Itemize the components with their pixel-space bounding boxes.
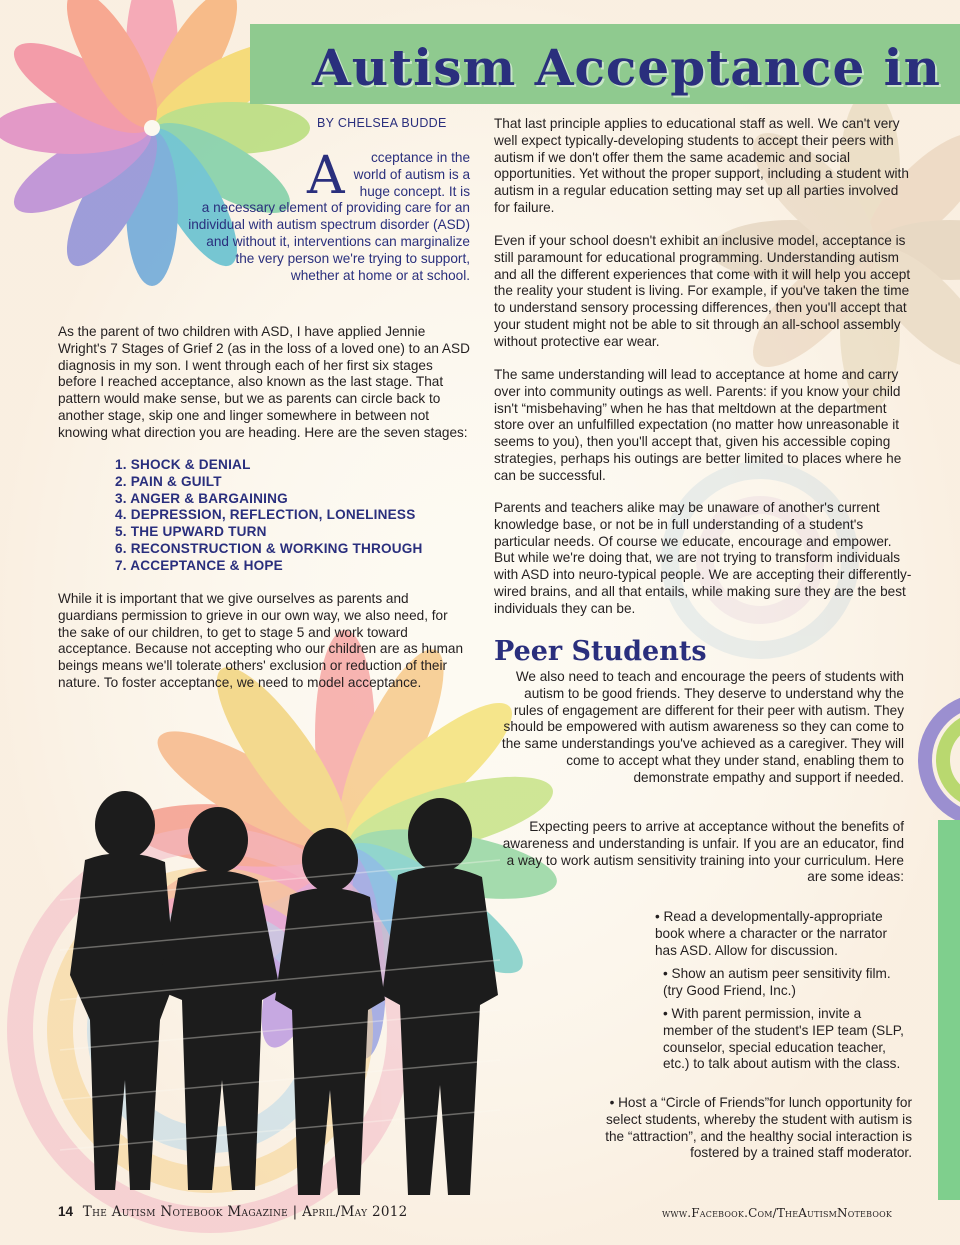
stage-item: 2. PAIN & GUILT bbox=[115, 473, 222, 489]
intro-paragraph bbox=[185, 146, 470, 284]
peer-paragraph-2 bbox=[494, 819, 904, 886]
column2-paragraph-3-text: The same understanding will lead to acceptance at home and carry over into community outings as well. Parents: if you know your child isn't “misbehaving” when he has that meltdown at the department store over an unfulfilled expectation (no matter how unreasonable it seems to you), then you'll accept that, given his accessible coping strategies, perhaps his outings are better limited to places where he can be successful. bbox=[494, 367, 902, 483]
footer-website-link[interactable]: www.Facebook.Com/TheAutismNotebook bbox=[662, 1206, 893, 1220]
stage-item: 6. RECONSTRUCTION & WORKING THROUGH bbox=[115, 540, 423, 556]
byline: BY CHELSEA BUDDE bbox=[317, 116, 447, 130]
article-title: Autism Acceptance in bbox=[312, 38, 942, 97]
body-paragraph-1 bbox=[58, 324, 470, 442]
section-heading-peer-students: Peer Students bbox=[494, 636, 707, 667]
idea-item: • Show an autism peer sensitivity film. (try Good Friend, Inc.) bbox=[663, 966, 891, 998]
peer-paragraph-2-text: Expecting peers to arrive at acceptance without the benefits of awareness and understanding is unfair. If you are an educator, find a way to work autism sensitivity training into your curriculum. Here are some ideas: bbox=[502, 819, 904, 885]
drop-cap: A bbox=[307, 146, 345, 206]
body-paragraph-2-text: While it is important that we give ourselves as parents and guardians permission to grieve in our own way, we also need, for the sake of our children, to get to stage 5 and work toward acceptance. Because not accepting who our children are as human beings means we'll tolerate others' exclusion or reduction of their nature. To foster acceptance, we need to model acceptance. bbox=[58, 591, 464, 690]
stage-item: 7. ACCEPTANCE & HOPE bbox=[115, 557, 283, 573]
intro-text: cceptance in the world of autism is a huge concept. It is a necessary element of providing care for an individual with autism spectrum disorder (ASD) and without it, interventions can marginalize the very person we're trying to support, whether at home or at school. bbox=[188, 150, 470, 283]
magazine-issue: The Autism Notebook Magazine | April/May 2012 bbox=[82, 1204, 408, 1220]
column2-paragraph-1-text: That last principle applies to educational staff as well. We can't very well expect typically-developing students to accept their peers with autism if we don't offer them the same academic and social opportunities. Yet without the proper support, including a student with autism in a regular education setting may set up all parties involved for failure. bbox=[494, 116, 909, 215]
stage-item: 3. ANGER & BARGAINING bbox=[115, 490, 288, 506]
peer-paragraph-1 bbox=[494, 669, 904, 787]
column2-paragraph-2 bbox=[494, 233, 914, 351]
column2-paragraph-1 bbox=[494, 116, 914, 217]
footer-left bbox=[58, 1204, 408, 1220]
column2-paragraph-4 bbox=[494, 500, 914, 618]
idea-item: • With parent permission, invite a member of the student's IEP team (SLP, counselor, special education teacher, etc.) to talk about autism with the class. bbox=[663, 1006, 904, 1072]
idea-item: • Read a developmentally-appropriate book where a character or the narrator has ASD. Allow for discussion. bbox=[655, 909, 887, 958]
body-paragraph-2 bbox=[58, 591, 470, 692]
peer-paragraph-1-text: We also need to teach and encourage the peers of students with autism to be good friends. They deserve to understand why the rules of engagement are different for their peer with autism. They should be empowered with autism awareness so they can come to the same understandings you've achieved as a caregiver. They will come to accept what they under stand, enabling them to demonstrate empathy and support if needed. bbox=[501, 669, 904, 785]
stage-item: 5. THE UPWARD TURN bbox=[115, 524, 267, 540]
grief-stages-list bbox=[115, 457, 423, 575]
page-number: 14 bbox=[58, 1204, 74, 1219]
column2-paragraph-4-text: Parents and teachers alike may be unaware of another's current knowledge base, or not be in full understanding of a student's particular needs. Of course we educate, encourage and empower. But while we're doing that, we are not trying to transform individuals with ASD into neuro-typical people. We are accepting their differently-wired brains, and all that entails, while making sure they are the best individuals they can be. bbox=[494, 500, 912, 616]
body-paragraph-1-text: As the parent of two children with ASD, I have applied Jennie Wright's 7 Stages of Grief 2 (as in the loss of a loved one) to an ASD diagnosis in my son. I went through each of her first six stages before I reached acceptance, also known as the last stage. That pattern would make sense, but we as parents can circle back to another stage, skip one and linger somewhere in between not knowing what direction you are heading. Here are the seven stages: bbox=[58, 324, 470, 440]
stage-item: 1. SHOCK & DENIAL bbox=[115, 457, 251, 472]
idea-item: • Host a “Circle of Friends”for lunch opportunity for select students, whereby the student with autism is the “attraction”, and the healthy social interaction is fostered by a trained staff moderator. bbox=[605, 1095, 912, 1161]
stage-item: 4. DEPRESSION, REFLECTION, LONELINESS bbox=[115, 507, 416, 523]
column2-paragraph-2-text: Even if your school doesn't exhibit an inclusive model, acceptance is still paramount for educational programming. Understanding autism and all the different experiences that come with it will help you accept the reality your student is living. For example, if you've taken the time to understand sensory processing differences, then you'll accept that your student might not be able to sit through an all-school assembly without protective ear wear. bbox=[494, 233, 911, 349]
column2-paragraph-3 bbox=[494, 367, 914, 485]
